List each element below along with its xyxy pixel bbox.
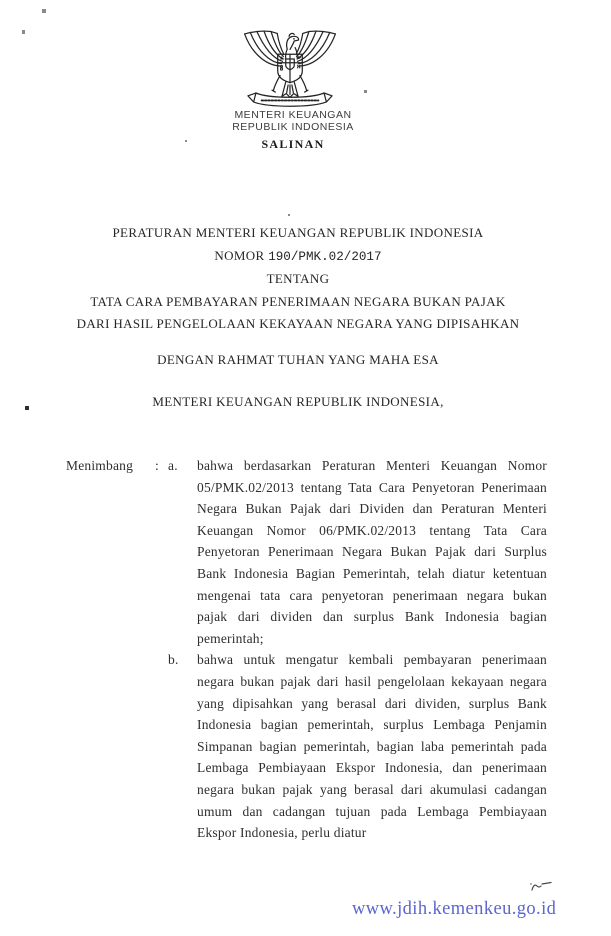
item-text: bahwa untuk mengatur kembali pembayaran penerimaan negara bukan pajak dari hasil pengelolaan kekayaan negara yang dipisahkan yang berasal dari dividen, surplus Bank Indonesia bagian pemerintah, surplus Lembaga Penjamin Simpanan bagian pemerintah, bagian laba pemerintah pada Lembaga Pembiayaan Ekspor Indonesia, dan penerimaan negara bukan pajak yang berasal dari akumulasi cadangan umum dan cadangan tujuan pada Lembaga Pembiayaan Ekspor Indonesia, perlu diatur — [197, 652, 547, 841]
footer-link[interactable]: www.jdih.kemenkeu.go.id — [352, 899, 557, 919]
considerations-section — [66, 455, 547, 844]
item-text: bahwa berdasarkan Peraturan Menteri Keuangan Nomor 05/PMK.02/2013 tentang Tata Cara Penyetoran Penerimaan Negara Bukan Pajak dari Dividen dan Peraturan Menteri Keuangan Nomor 06/PMK.02/2013 tentang Tata Cara Penyetoran Penerimaan Negara Bukan Pajak dari Surplus Bank Indonesia Bagian Pemerintah, telah diatur ketentuan mengenai tata cara penyetoran penerimaan negara bukan pajak dari dividen dan surplus Bank Indonesia bagian pemerintah; — [197, 458, 547, 646]
ministry-name-line2: REPUBLIK INDONESIA — [232, 121, 354, 133]
regulation-number-line — [0, 245, 596, 269]
scan-speck — [288, 214, 290, 216]
issuer: MENTERI KEUANGAN REPUBLIK INDONESIA, — [152, 394, 444, 409]
about-label: TENTANG — [266, 271, 330, 286]
scan-speck — [42, 9, 46, 13]
consideration-item — [168, 455, 547, 649]
item-marker: a. — [168, 458, 178, 473]
regulation-number-label: NOMOR — [214, 247, 265, 263]
scan-speck — [364, 90, 367, 93]
garuda-emblem-icon — [238, 27, 342, 107]
considerations-separator: : — [155, 458, 159, 473]
garuda-pancasila-emblem — [238, 27, 342, 107]
initial-paraf-mark — [528, 878, 556, 896]
ministry-name-line1: MENTERI KEUANGAN — [234, 109, 352, 121]
copy-stamp: SALINAN — [261, 137, 325, 151]
consideration-item — [168, 649, 547, 843]
title-block — [0, 222, 596, 336]
item-marker: b. — [168, 652, 179, 668]
regulation-heading: PERATURAN MENTERI KEUANGAN REPUBLIK INDONESIA — [112, 225, 484, 240]
subject-line2: DARI HASIL PENGELOLAAN KEKAYAAN NEGARA YANG DIPISAHKAN — [76, 316, 520, 331]
scan-speck — [22, 30, 25, 34]
regulation-number-value: 190/PMK.02/2017 — [268, 249, 382, 264]
letterhead — [0, 109, 586, 133]
considerations-list — [168, 455, 547, 844]
subject-line1: TATA CARA PEMBAYARAN PENERIMAAN NEGARA BUKAN PAJAK — [90, 293, 506, 309]
invocation: DENGAN RAHMAT TUHAN YANG MAHA ESA — [157, 352, 439, 367]
considerations-label: Menimbang — [66, 458, 134, 473]
